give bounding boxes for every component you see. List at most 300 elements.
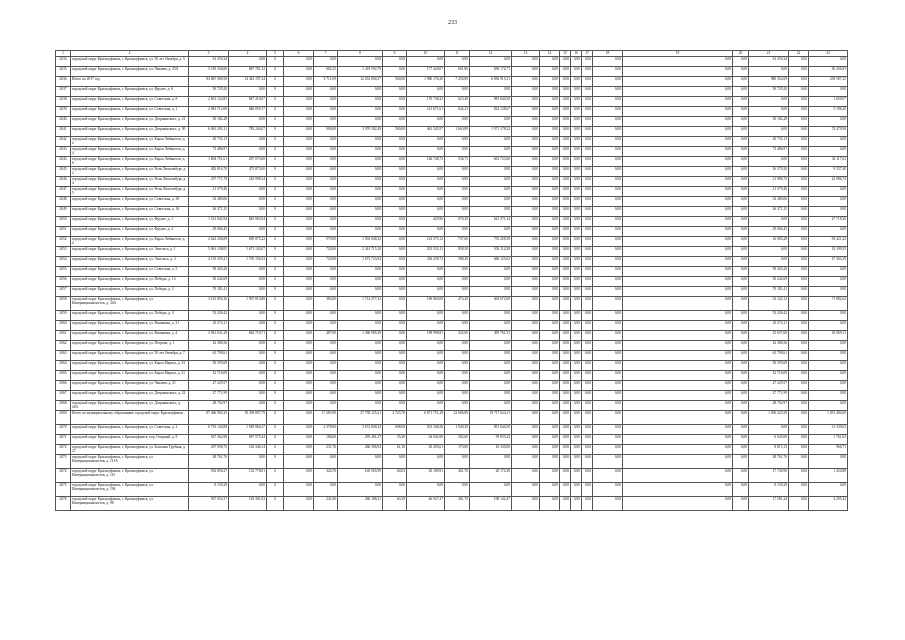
value-cell: 0,00 (284, 127, 314, 137)
value-cell: 1 512 842,94 (189, 217, 229, 227)
value-cell: 0,00 (593, 321, 623, 331)
address-cell: городской округ Красноуфимск, г. Красноуфимск, ул. Карла Либкнехта, д. 2 (71, 137, 189, 147)
value-cell: 0,00 (809, 137, 848, 147)
value-cell: 0,00 (540, 411, 560, 425)
value-cell: 0,00 (789, 167, 809, 177)
value-cell: 0,00 (445, 351, 470, 361)
value-cell: 0,00 (593, 381, 623, 391)
table-row (56, 187, 848, 197)
value-cell: 1 454,88 (809, 469, 848, 483)
value-cell: 0,00 (383, 401, 407, 411)
value-cell: 0,00 (445, 197, 470, 207)
value-cell: 0,00 (733, 247, 749, 257)
value-cell: 0,00 (284, 117, 314, 127)
value-cell: 0,00 (623, 167, 733, 177)
value-cell: 0,00 (470, 117, 512, 127)
value-cell: 0,00 (314, 117, 338, 127)
value-cell: 0 (267, 455, 284, 469)
value-cell: 0,00 (512, 57, 540, 67)
value-cell: 0,00 (582, 497, 593, 511)
value-cell: 61 798,61 (189, 351, 229, 361)
value-cell: 0,00 (445, 391, 470, 401)
value-cell: 0,00 (571, 381, 582, 391)
value-cell: 0,00 (809, 117, 848, 127)
value-cell: 0,00 (540, 469, 560, 483)
value-cell: 0,00 (407, 57, 445, 67)
value-cell: 0,00 (338, 207, 383, 217)
value-cell: 0,00 (789, 157, 809, 167)
value-cell: 0,00 (560, 207, 571, 217)
value-cell: 0,00 (571, 157, 582, 167)
value-cell: 1 940,30 (445, 425, 470, 435)
value-cell: 0,00 (284, 435, 314, 445)
value-cell: 0,00 (571, 321, 582, 331)
value-cell: 0 (267, 67, 284, 77)
value-cell: 0,00 (623, 227, 733, 237)
table-row (56, 361, 848, 371)
value-cell: 0,00 (383, 257, 407, 267)
value-cell: 0 (267, 207, 284, 217)
value-cell: 0,00 (540, 497, 560, 511)
value-cell: 0,00 (383, 197, 407, 207)
value-cell: 642,23 (445, 107, 470, 117)
value-cell: 785 244,07 (229, 127, 267, 137)
value-cell: 429,96 (407, 217, 445, 227)
value-cell: 0,00 (512, 107, 540, 117)
value-cell: 0,00 (540, 187, 560, 197)
value-cell: 0,00 (571, 297, 582, 311)
value-cell: 0,00 (284, 401, 314, 411)
address-cell: городской округ Красноуфимск, г. Красноуфимск, ул. Петрова, д. 1 (71, 341, 189, 351)
value-cell: 0,00 (284, 177, 314, 187)
value-cell: 560,00 (383, 77, 407, 87)
value-cell: 26 371,35 (749, 207, 789, 217)
value-cell: 0,00 (809, 455, 848, 469)
value-cell: 0,00 (445, 401, 470, 411)
value-cell: 0,00 (623, 267, 733, 277)
value-cell: 0,00 (470, 351, 512, 361)
value-cell: 87 466 902,35 (189, 411, 229, 425)
value-cell: 27 771,99 (189, 391, 229, 401)
value-cell: 0,00 (445, 311, 470, 321)
value-cell: 0,00 (284, 197, 314, 207)
value-cell: 28 702,97 (189, 401, 229, 411)
value-cell: 0,00 (445, 277, 470, 287)
value-cell: 0,00 (623, 445, 733, 455)
value-cell: 0,00 (540, 197, 560, 207)
table-row (56, 217, 848, 227)
value-cell: 0 (267, 117, 284, 127)
value-cell: 0,00 (383, 67, 407, 77)
value-cell: 52 280,06 (189, 197, 229, 207)
value-cell: 0,00 (338, 227, 383, 237)
value-cell: 670,30 (445, 217, 470, 227)
value-cell: 71 882,64 (809, 297, 848, 311)
value-cell: 0,00 (284, 257, 314, 267)
value-cell: 70 181,41 (189, 287, 229, 297)
value-cell: 0,00 (789, 267, 809, 277)
value-cell: 0,00 (540, 331, 560, 341)
value-cell: 0,00 (593, 87, 623, 97)
value-cell: 0,00 (789, 297, 809, 311)
value-cell: 588,36 (445, 257, 470, 267)
value-cell: 0,00 (733, 401, 749, 411)
value-cell: 1 594 048,32 (338, 237, 383, 247)
value-cell: 570,00 (314, 237, 338, 247)
value-cell: 0 (267, 311, 284, 321)
value-cell: 0,00 (407, 391, 445, 401)
column-number-header: 19 (623, 51, 733, 57)
address-cell: городской округ Красноуфимск, г. Красноуфимск, ул. Советская, д. 8 (71, 97, 189, 107)
row-number-cell: 2071 (56, 435, 71, 445)
value-cell: 0,00 (560, 411, 571, 425)
value-cell: 0,00 (593, 361, 623, 371)
value-cell: 123 575,12 (407, 237, 445, 247)
value-cell: 0,00 (789, 187, 809, 197)
value-cell: 0,00 (560, 331, 571, 341)
value-cell: 1 659,07 (809, 97, 848, 107)
value-cell: 0,00 (383, 117, 407, 127)
value-cell: 0,00 (593, 207, 623, 217)
value-cell: 966,71 (809, 445, 848, 455)
value-cell: 0,00 (571, 331, 582, 341)
value-cell: 843 963,94 (229, 217, 267, 227)
address-cell: Итого по 2017 год (71, 77, 189, 87)
value-cell: 0,00 (789, 401, 809, 411)
value-cell: 17 740,90 (749, 469, 789, 483)
value-cell: 0,00 (284, 425, 314, 435)
value-cell: 19 717 624,11 (470, 411, 512, 425)
value-cell: 0,00 (470, 381, 512, 391)
value-cell: 0,00 (593, 67, 623, 77)
value-cell: 0,00 (593, 391, 623, 401)
value-cell: 0,00 (470, 227, 512, 237)
row-number-cell: 2049 (56, 207, 71, 217)
value-cell: 0,00 (512, 297, 540, 311)
value-cell: 0,00 (338, 157, 383, 167)
value-cell: 0,00 (383, 167, 407, 177)
value-cell: 0,00 (789, 371, 809, 381)
row-number-cell: 2064 (56, 361, 71, 371)
value-cell: 0,00 (512, 331, 540, 341)
address-cell: городской округ Красноуфимск, г. Красноуфимск, ул. Интернационалистов, д. 113А (71, 455, 189, 469)
value-cell: 0,00 (338, 287, 383, 297)
value-cell: 0,00 (407, 197, 445, 207)
value-cell: 0,00 (512, 187, 540, 197)
row-number-cell: 2067 (56, 391, 71, 401)
value-cell: 0,00 (407, 187, 445, 197)
value-cell: 0,00 (560, 321, 571, 331)
value-cell: 0 (267, 391, 284, 401)
value-cell: 22 686,89 (445, 411, 470, 425)
value-cell: 0,00 (733, 77, 749, 87)
value-cell: 170 738,22 (407, 97, 445, 107)
value-cell: 0,00 (512, 167, 540, 177)
value-cell: 755 258,58 (470, 237, 512, 247)
value-cell: 28 761,76 (189, 455, 229, 469)
value-cell: 0,00 (338, 341, 383, 351)
value-cell: 487,00 (314, 331, 338, 341)
value-cell: 0,00 (571, 167, 582, 177)
value-cell: 0,00 (540, 435, 560, 445)
value-cell: 0,00 (789, 117, 809, 127)
value-cell: 0,00 (582, 237, 593, 247)
table-row (56, 87, 848, 97)
address-cell: городской округ Красноуфимск, г. Красноуфимск, ул. Чапаева, д. 25А (71, 67, 189, 77)
value-cell: 22 986,74 (809, 177, 848, 187)
value-cell: 0,00 (571, 469, 582, 483)
value-cell: 0,00 (623, 57, 733, 67)
row-number-cell: 2038 (56, 97, 71, 107)
value-cell: 0,00 (407, 277, 445, 287)
value-cell: 0,00 (582, 381, 593, 391)
value-cell: 0,00 (314, 401, 338, 411)
row-number-cell: 2057 (56, 287, 71, 297)
value-cell: 737,60 (445, 237, 470, 247)
value-cell: 0,00 (623, 391, 733, 401)
value-cell: 0,00 (582, 87, 593, 97)
value-cell: 2 723,70 (383, 411, 407, 425)
row-number-cell: 2076 (56, 497, 71, 511)
value-cell: 20 735,13 (189, 137, 229, 147)
value-cell: 0,00 (571, 341, 582, 351)
value-cell: 0,00 (407, 351, 445, 361)
value-cell: 937 052,57 (189, 497, 229, 511)
row-number-cell: 2034 (56, 57, 71, 67)
value-cell: 0,00 (582, 147, 593, 157)
value-cell: 0,00 (733, 277, 749, 287)
value-cell: 0,00 (314, 277, 338, 287)
value-cell: 0,00 (593, 267, 623, 277)
value-cell: 0,00 (733, 87, 749, 97)
value-cell: 0,00 (512, 227, 540, 237)
value-cell: 0,00 (560, 177, 571, 187)
value-cell: 0,00 (338, 137, 383, 147)
value-cell: 0,00 (733, 267, 749, 277)
address-cell: городской округ Красноуфимск, г. Красноуфимск, ул. Карла Маркса, д. 33 (71, 361, 189, 371)
value-cell: 61,10 (383, 445, 407, 455)
table-row (56, 297, 848, 311)
value-cell: 0,00 (560, 167, 571, 177)
value-cell: 0,00 (540, 87, 560, 97)
value-cell: 0,00 (749, 425, 789, 435)
table-row (56, 97, 848, 107)
value-cell: 0,00 (809, 381, 848, 391)
value-cell: 0,00 (571, 401, 582, 411)
value-cell: 0 (267, 187, 284, 197)
value-cell: 27 229,57 (749, 381, 789, 391)
value-cell: 495 761,53 (470, 331, 512, 341)
value-cell: 73 486,97 (189, 147, 229, 157)
address-cell: городской округ Красноуфимск, г. Красноуфимск, ул. Вишневая, д. 4 (71, 331, 189, 341)
value-cell: 1 907 810,80 (229, 297, 267, 311)
address-cell: городской округ Красноуфимск, г. Красноуфимск, ул. Советская, д. 5 (71, 267, 189, 277)
value-cell: 0,00 (733, 381, 749, 391)
value-cell: 0,00 (383, 137, 407, 147)
value-cell: 0,00 (314, 57, 338, 67)
value-cell: 0,00 (789, 257, 809, 267)
value-cell: 55 226,42 (749, 311, 789, 321)
column-number-header: 20 (733, 51, 749, 57)
value-cell: 0,00 (582, 157, 593, 167)
value-cell: 0 (267, 435, 284, 445)
table-row (56, 257, 848, 267)
value-cell: 0,00 (789, 287, 809, 297)
value-cell: 0,00 (623, 187, 733, 197)
value-cell: 839 875,22 (229, 237, 267, 247)
value-cell: 0,00 (540, 237, 560, 247)
value-cell: 1 604 751,61 (189, 157, 229, 167)
table-row (56, 497, 848, 511)
value-cell: 0 (267, 267, 284, 277)
value-cell: 1 673 723,94 (338, 257, 383, 267)
value-cell: 26 372,11 (189, 321, 229, 331)
value-cell: 0,00 (512, 277, 540, 287)
value-cell: 20 735,13 (749, 137, 789, 147)
value-cell: 720,00 (314, 247, 338, 257)
value-cell: 27 229,57 (189, 381, 229, 391)
value-cell: 0,00 (407, 361, 445, 371)
value-cell: 6 830 915,31 (470, 77, 512, 87)
value-cell: 0,00 (560, 401, 571, 411)
value-cell: 0 (267, 469, 284, 483)
value-cell: 0 (267, 157, 284, 167)
value-cell: 0,00 (383, 267, 407, 277)
address-cell: городской округ Красноуфимск, г. Красноуфимск, ул. Интернационалистов, д. 98 (71, 497, 189, 511)
value-cell: 0 (267, 167, 284, 177)
value-cell: 20 295,61 (407, 445, 445, 455)
value-cell: 0,00 (560, 497, 571, 511)
value-cell: 0,00 (571, 107, 582, 117)
value-cell: 50 729,20 (749, 87, 789, 97)
value-cell: 0,00 (571, 445, 582, 455)
value-cell: 55,20 (383, 435, 407, 445)
value-cell: 0,00 (593, 147, 623, 157)
value-cell: 0,00 (470, 267, 512, 277)
value-cell: 0,00 (571, 455, 582, 469)
value-cell: 0,00 (407, 401, 445, 411)
value-cell: 0,00 (383, 147, 407, 157)
value-cell: 0,00 (789, 411, 809, 425)
value-cell: 0 (267, 247, 284, 257)
value-cell: 0,00 (593, 57, 623, 67)
value-cell: 47 363,29 (809, 257, 848, 267)
value-cell: 0 (267, 381, 284, 391)
value-cell: 0,00 (749, 217, 789, 227)
value-cell: 0,00 (383, 311, 407, 321)
value-cell: 0,00 (582, 117, 593, 127)
value-cell: 0,00 (809, 207, 848, 217)
value-cell: 0,00 (593, 217, 623, 227)
value-cell: 0,00 (540, 297, 560, 311)
value-cell: 0,00 (229, 341, 267, 351)
value-cell: 0,00 (540, 97, 560, 107)
value-cell: 0,00 (560, 391, 571, 401)
value-cell: 0,00 (560, 117, 571, 127)
value-cell: 604 672,00 (470, 297, 512, 311)
value-cell: 0 (267, 341, 284, 351)
value-cell: 0,00 (445, 483, 470, 497)
value-cell: 0,00 (512, 445, 540, 455)
value-cell: 45 969,11 (809, 331, 848, 341)
value-cell: 0,00 (314, 97, 338, 107)
table-row (56, 137, 848, 147)
row-number-cell: 2045 (56, 167, 71, 177)
value-cell: 0,00 (229, 207, 267, 217)
value-cell: 21 986,70 (749, 177, 789, 187)
table-row (56, 167, 848, 177)
value-cell: 0,00 (571, 351, 582, 361)
value-cell: 0,00 (593, 257, 623, 267)
value-cell: 0,00 (284, 297, 314, 311)
value-cell: 0,00 (314, 267, 338, 277)
value-cell: 0,00 (623, 411, 733, 425)
address-cell: городской округ Красноуфимск, г. Красноуфимск, пер. Озерный, д. 9 (71, 435, 189, 445)
value-cell: 697 575,24 (229, 435, 267, 445)
value-cell: 0,00 (593, 311, 623, 321)
value-cell: 198 142,47 (470, 497, 512, 511)
value-cell: 0,00 (733, 167, 749, 177)
value-cell: 0,00 (229, 483, 267, 497)
page-number: 233 (448, 20, 457, 26)
address-cell: городской округ Красноуфимск, г. Красноуфимск, ул. Вишневая, д. 31 (71, 321, 189, 331)
table-row (56, 177, 848, 187)
value-cell: 50 595,69 (749, 361, 789, 371)
value-cell: 141 671,61 (407, 107, 445, 117)
value-cell: 50 595,69 (189, 361, 229, 371)
value-cell: 241,80 (314, 497, 338, 511)
value-cell: 73 486,97 (749, 147, 789, 157)
value-cell: 0,00 (582, 391, 593, 401)
column-number-header: 3 (189, 51, 229, 57)
value-cell: 0,00 (623, 277, 733, 287)
value-cell: 0,00 (512, 177, 540, 187)
value-cell: 0,00 (582, 297, 593, 311)
value-cell: 0,00 (284, 361, 314, 371)
value-cell: 0,00 (540, 321, 560, 331)
value-cell: 990,00 (314, 127, 338, 137)
value-cell: 0,00 (582, 267, 593, 277)
column-number-header: 11 (445, 51, 470, 57)
value-cell: 0,00 (314, 197, 338, 207)
value-cell: 0,00 (470, 167, 512, 177)
value-cell: 0,00 (314, 87, 338, 97)
value-cell: 0,00 (540, 207, 560, 217)
value-cell: 0,00 (470, 137, 512, 147)
value-cell: 0,00 (593, 167, 623, 177)
value-cell: 0,00 (571, 483, 582, 497)
value-cell: 0,00 (571, 77, 582, 87)
value-cell: 0,00 (560, 469, 571, 483)
value-cell: 0,00 (540, 137, 560, 147)
value-cell: 5 061 138,05 (189, 247, 229, 257)
value-cell: 0,00 (623, 331, 733, 341)
value-cell: 0,00 (540, 287, 560, 297)
value-cell: 20 174,38 (470, 469, 512, 483)
address-cell: городской округ Красноуфимск, г. Красноуфимск, ул. Интернационалистов, д. 115 (71, 469, 189, 483)
value-cell: 0,00 (512, 257, 540, 267)
table-row (56, 469, 848, 483)
value-cell: 0,00 (540, 351, 560, 361)
column-number-header: 16 (571, 51, 582, 57)
value-cell: 0,00 (314, 157, 338, 167)
value-cell: 0,00 (512, 483, 540, 497)
value-cell: 0,00 (582, 137, 593, 147)
data-table-wrapper (55, 50, 847, 511)
value-cell: 0,00 (560, 137, 571, 147)
address-cell: городской округ Красноуфимск, г. Красноуфимск, ул. Энгельса, д. 1 (71, 247, 189, 257)
value-cell: 1 949 860,27 (229, 425, 267, 435)
